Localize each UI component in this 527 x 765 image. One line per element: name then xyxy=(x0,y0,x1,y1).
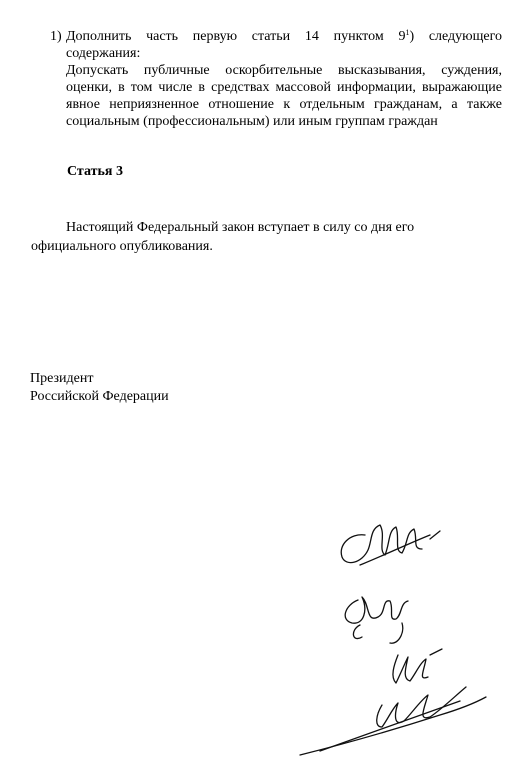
point-reference: $9^1$) xyxy=(398,28,415,44)
article-heading: Статья 3 xyxy=(67,164,123,179)
paragraph-line: Настоящий Федеральный закон вступает в силу со дня его xyxy=(66,220,415,235)
list-item-number: 1) xyxy=(50,29,62,44)
item-body-line: оценки, в том числе в средствах массовой информации, выражающие xyxy=(66,80,502,95)
item-word: статьи xyxy=(251,29,291,44)
item-word: часть xyxy=(146,29,179,44)
signatory-title xyxy=(30,370,169,406)
item-word: пунктом xyxy=(333,29,384,44)
item-word: первую xyxy=(192,29,238,44)
item-body-line: социальным (профессиональным) или иным группам граждан xyxy=(66,114,438,129)
item-first-line xyxy=(66,28,502,45)
effective-date-paragraph xyxy=(31,218,501,256)
amendment-item xyxy=(66,28,502,130)
item-body-line: явное неприязненное отношение к отдельным гражданам, а также xyxy=(66,97,502,112)
item-word: 14 xyxy=(304,29,319,44)
signatory-line: Российской Федерации xyxy=(30,389,169,404)
signatory-line: Президент xyxy=(30,371,94,386)
point-superscript: 1 xyxy=(405,28,410,37)
item-body-line: Допускать публичные оскорбительные высказывания, суждения, xyxy=(66,63,502,78)
item-second-line: содержания: xyxy=(66,46,141,61)
handwritten-signatures xyxy=(290,505,490,760)
paragraph-line: официального опубликования. xyxy=(31,239,213,254)
item-word: следующего xyxy=(428,29,503,44)
item-word: Дополнить xyxy=(66,29,132,44)
